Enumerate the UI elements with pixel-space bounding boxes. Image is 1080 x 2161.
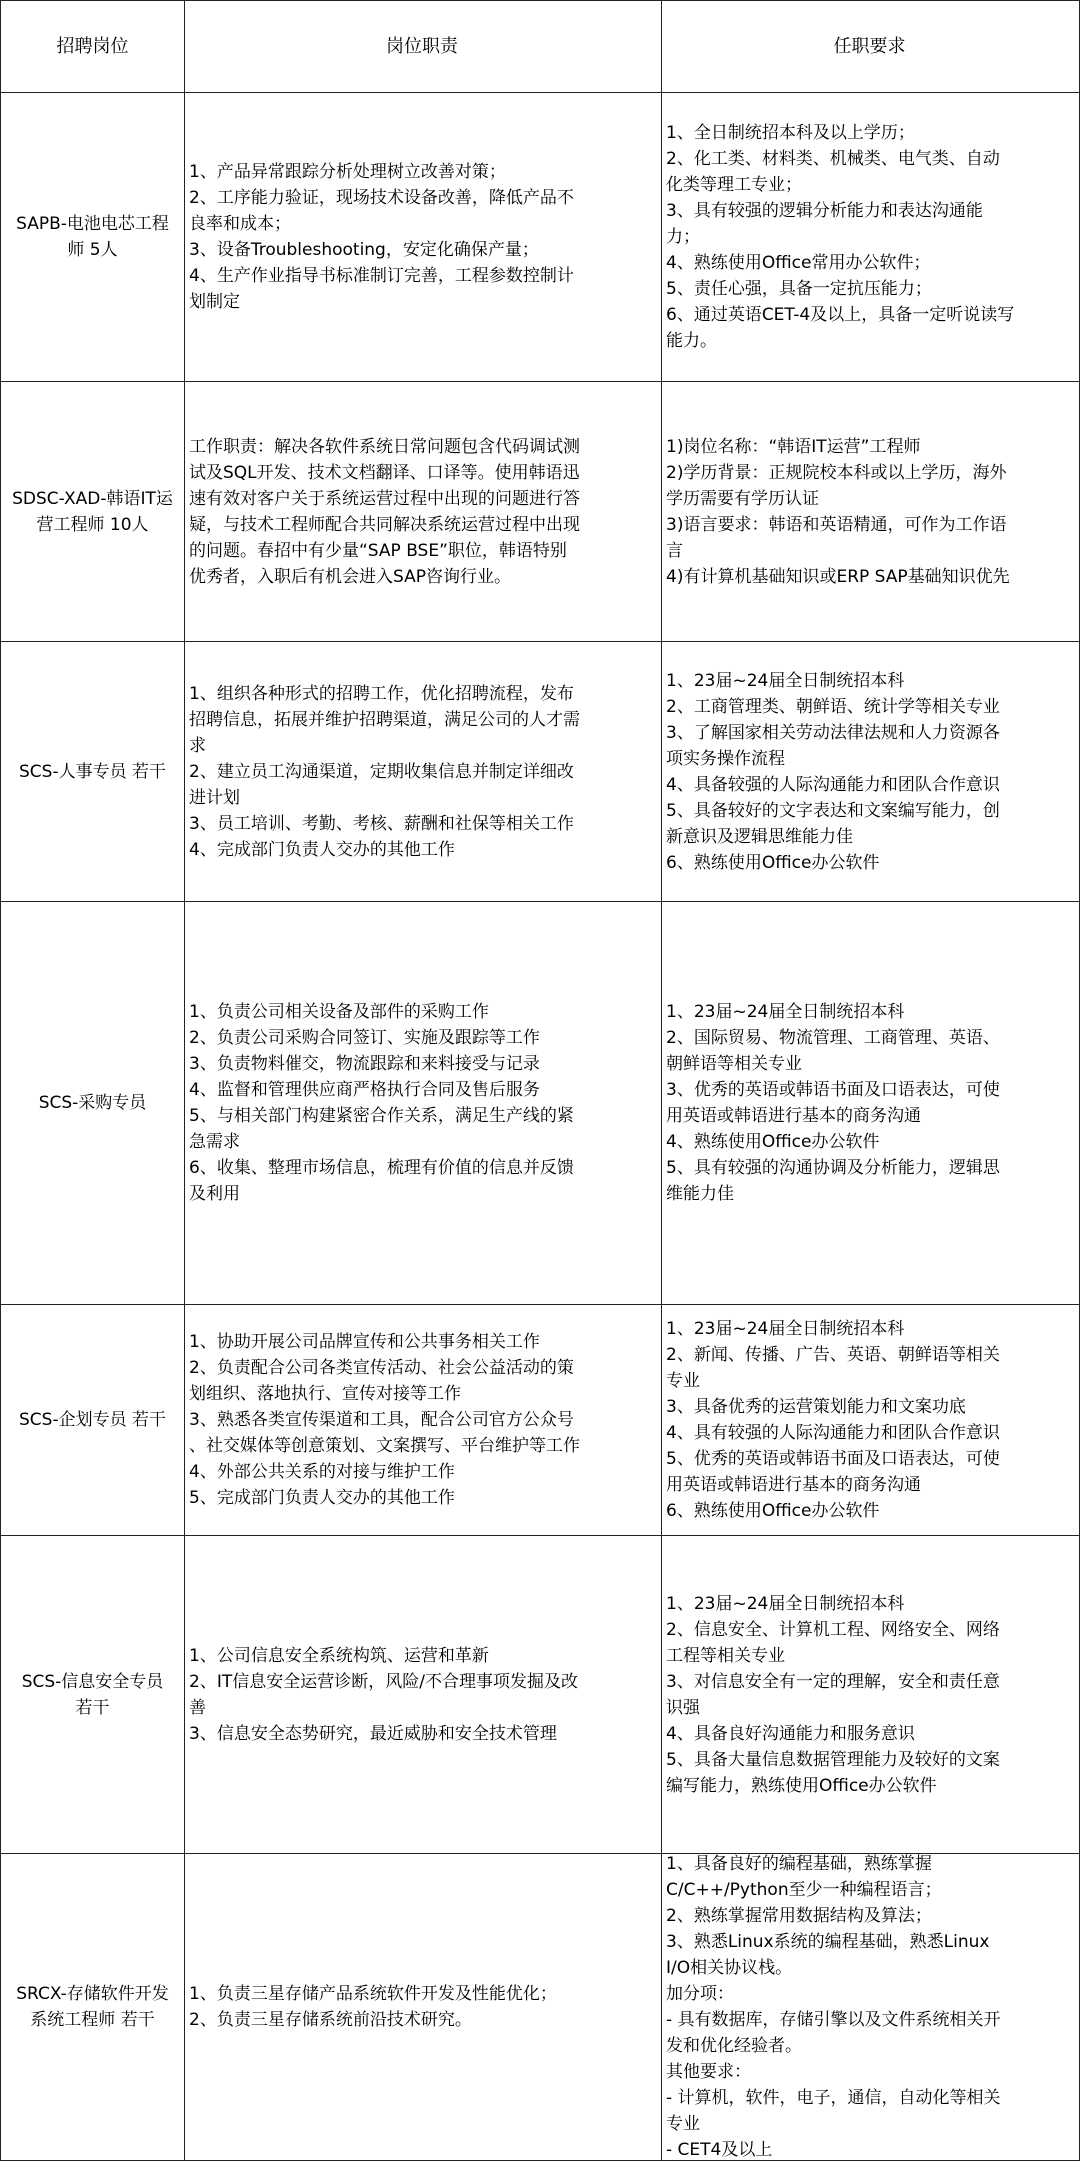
requirement-line: 言	[666, 540, 683, 561]
requirement-line: 2)学历背景：正规院校本科或以上学历，海外	[666, 462, 1007, 483]
position-line: 营工程师 10人	[36, 514, 149, 535]
requirement-line: 1、23届~24届全日制统招本科	[666, 1593, 905, 1614]
position-line: SDSC-XAD-韩语IT运	[12, 488, 173, 509]
duty-line: 4、监督和管理供应商严格执行合同及售后服务	[189, 1080, 540, 1100]
requirement-line: 2、工商管理类、朝鲜语、统计学等相关专业	[666, 696, 1000, 717]
row-5-duties	[185, 1305, 662, 1536]
position-line: 系统工程师 若干	[30, 2010, 155, 2030]
row-7-position	[0, 1854, 185, 2161]
requirement-line: 4、熟练使用Office常用办公软件；	[666, 253, 931, 273]
row-2-position	[0, 382, 185, 642]
header-position	[0, 0, 185, 93]
requirement-line: 2、熟练掌握常用数据结构及算法；	[666, 1906, 932, 1926]
duty-line: 6、收集、整理市场信息，梳理有价值的信息并反馈	[189, 1158, 574, 1178]
row-3-duties	[185, 642, 662, 902]
requirement-line: 3、对信息安全有一定的理解，安全和责任意	[666, 1671, 1000, 1692]
row-7-requirements	[662, 1854, 1080, 2161]
requirement-line: 2、信息安全、计算机工程、网络安全、网络	[666, 1619, 1000, 1640]
duty-line: 2、IT信息安全运营诊断，风险/不合理事项发掘及改	[189, 1671, 578, 1692]
position-line: SAPB-电池电芯工程	[16, 214, 169, 234]
duty-line: 招聘信息，拓展并维护招聘渠道，满足公司的人才需	[189, 709, 580, 730]
duty-line: 1、协助开展公司品牌宣传和公共事务相关工作	[189, 1332, 540, 1352]
requirement-line: 5、具备较好的文字表达和文案编写能力，创	[666, 800, 1000, 821]
duty-line: 疑，与技术工程师配合共同解决系统运营过程中出现	[189, 514, 580, 535]
requirement-line: 用英语或韩语进行基本的商务沟通	[666, 1475, 921, 1495]
row-5-requirements	[662, 1305, 1080, 1536]
position-line: SCS-企划专员 若干	[19, 1410, 166, 1430]
duty-line: 划制定	[189, 292, 240, 312]
duty-line: 1、产品异常跟踪分析处理树立改善对策；	[189, 162, 506, 182]
duty-line: 划组织、落地执行、宣传对接等工作	[189, 1384, 461, 1404]
row-4-requirements	[662, 902, 1080, 1305]
requirement-line: 3、具有较强的逻辑分析能力和表达沟通能	[666, 201, 983, 221]
requirement-line: 1、全日制统招本科及以上学历；	[666, 123, 915, 143]
row-3-position	[0, 642, 185, 902]
position-line: SCS-信息安全专员	[21, 1671, 164, 1692]
position-line: SCS-采购专员	[38, 1093, 147, 1113]
duty-line: 速有效对客户关于系统运营过程中出现的问题进行答	[189, 488, 580, 509]
duty-line: 4、外部公共关系的对接与维护工作	[189, 1462, 455, 1482]
requirement-line: 3、熟悉Linux系统的编程基础，熟悉Linux	[666, 1932, 990, 1952]
requirement-line: 1、23届~24届全日制统招本科	[666, 1319, 905, 1339]
requirement-line: 2、化工类、材料类、机械类、电气类、自动	[666, 149, 1000, 169]
requirement-line: 6、通过英语CET-4及以上，具备一定听说读写	[666, 305, 1015, 325]
requirement-line: C/C++/Python至少一种编程语言；	[666, 1880, 942, 1900]
requirement-line: - 具有数据库，存储引擎以及文件系统相关开	[666, 2010, 1001, 2030]
requirement-line: 编写能力，熟练使用Office办公软件	[666, 1775, 937, 1796]
duty-line: 3、负责物料催交，物流跟踪和来料接受与记录	[189, 1054, 540, 1074]
requirement-line: 3、具备优秀的运营策划能力和文案功底	[666, 1397, 966, 1417]
duty-line: 2、工序能力验证，现场技术设备改善，降低产品不	[189, 188, 574, 208]
duty-line: 1、组织各种形式的招聘工作，优化招聘流程，发布	[189, 683, 574, 704]
header-requirements-label: 任职要求	[833, 35, 906, 57]
requirement-line: 3、了解国家相关劳动法律法规和人力资源各	[666, 722, 1000, 743]
requirement-line: 4、熟练使用Office办公软件	[666, 1132, 880, 1152]
requirement-line: 加分项：	[666, 1984, 734, 2004]
requirement-line: 识强	[666, 1697, 700, 1718]
duty-line: 、社交媒体等创意策划、文案撰写、平台维护等工作	[189, 1436, 580, 1456]
requirement-line: 1、23届~24届全日制统招本科	[666, 670, 905, 691]
duty-line: 及利用	[189, 1184, 240, 1204]
requirement-line: 6、熟练使用Office办公软件	[666, 1501, 880, 1521]
requirement-line: - CET4及以上	[666, 2140, 773, 2160]
header-duties-label: 岗位职责	[386, 35, 458, 57]
requirement-line: 5、具备大量信息数据管理能力及较好的文案	[666, 1749, 1000, 1770]
requirement-line: 4)有计算机基础知识或ERP SAP基础知识优先	[666, 566, 1010, 587]
duty-line: 求	[189, 735, 206, 756]
requirement-line: 5、优秀的英语或韩语书面及口语表达，可使	[666, 1449, 1000, 1469]
requirement-line: 发和优化经验者。	[666, 2036, 802, 2056]
duty-line: 4、完成部门负责人交办的其他工作	[189, 839, 455, 860]
requirement-line: 3、优秀的英语或韩语书面及口语表达，可使	[666, 1080, 1000, 1100]
position-line: SRCX-存储软件开发	[16, 1984, 169, 2004]
requirement-line: 用英语或韩语进行基本的商务沟通	[666, 1106, 921, 1126]
requirement-line: 2、国际贸易、物流管理、工商管理、英语、	[666, 1028, 1000, 1048]
requirement-line: I/O相关协议栈。	[666, 1958, 793, 1978]
requirement-line: 1)岗位名称：“韩语IT运营”工程师	[666, 436, 921, 457]
duty-line: 工作职责：解决各软件系统日常问题包含代码调试测	[189, 436, 580, 457]
duty-line: 3、信息安全态势研究，最近威胁和安全技术管理	[189, 1723, 557, 1744]
duty-line: 1、负责公司相关设备及部件的采购工作	[189, 1002, 489, 1022]
row-6-position	[0, 1536, 185, 1854]
requirement-line: 维能力佳	[666, 1184, 734, 1204]
requirement-line: 项实务操作流程	[666, 748, 785, 769]
duty-line: 3、熟悉各类宣传渠道和工具，配合公司官方公众号	[189, 1410, 574, 1430]
row-3-requirements	[662, 642, 1080, 902]
row-1-duties	[185, 93, 662, 382]
row-7-duties	[185, 1854, 662, 2161]
duty-line: 5、与相关部门构建紧密合作关系，满足生产线的紧	[189, 1106, 574, 1126]
row-2-requirements	[662, 382, 1080, 642]
row-2-duties	[185, 382, 662, 642]
requirement-line: 专业	[666, 2114, 700, 2134]
duty-line: 急需求	[189, 1132, 240, 1152]
duty-line: 3、设备Troubleshooting，安定化确保产量；	[189, 240, 539, 260]
duty-line: 优秀者，入职后有机会进入SAP咨询行业。	[189, 566, 511, 587]
duty-line: 1、公司信息安全系统构筑、运营和革新	[189, 1645, 489, 1666]
requirement-line: 1、具备良好的编程基础，熟练掌握	[666, 1854, 932, 1874]
requirement-line: 4、具备较强的人际沟通能力和团队合作意识	[666, 774, 1000, 795]
position-line: 若干	[75, 1697, 110, 1718]
duty-line: 5、完成部门负责人交办的其他工作	[189, 1488, 455, 1508]
duty-line: 良率和成本；	[189, 214, 291, 234]
duty-line: 的问题。春招中有少量“SAP BSE”职位，韩语特别	[189, 540, 567, 561]
requirement-line: 新意识及逻辑思维能力佳	[666, 826, 853, 847]
duty-line: 2、负责公司采购合同签订、实施及跟踪等工作	[189, 1028, 540, 1048]
row-1-requirements	[662, 93, 1080, 382]
row-4-position	[0, 902, 185, 1305]
duty-line: 试及SQL开发、技术文档翻译、口译等。使用韩语迅	[189, 462, 580, 483]
requirement-line: 5、责任心强，具备一定抗压能力；	[666, 279, 932, 299]
requirement-line: 学历需要有学历认证	[666, 488, 819, 509]
duty-line: 进计划	[189, 787, 240, 808]
duty-line: 4、生产作业指导书标准制订完善，工程参数控制计	[189, 266, 574, 286]
requirement-line: 工程等相关专业	[666, 1645, 785, 1666]
duty-line: 2、负责配合公司各类宣传活动、社会公益活动的策	[189, 1358, 574, 1378]
requirement-line: 其他要求：	[666, 2062, 751, 2082]
header-position-label: 招聘岗位	[56, 35, 129, 57]
requirement-line: 力；	[666, 227, 700, 247]
requirement-line: 化类等理工专业；	[666, 175, 802, 195]
row-4-duties	[185, 902, 662, 1305]
requirement-line: 能力。	[666, 331, 717, 351]
duty-line: 3、员工培训、考勤、考核、薪酬和社保等相关工作	[189, 813, 574, 834]
row-6-requirements	[662, 1536, 1080, 1854]
position-line: 师 5人	[67, 240, 118, 260]
requirement-line: 朝鲜语等相关专业	[666, 1054, 802, 1074]
duty-line: 善	[189, 1697, 206, 1718]
position-line: SCS-人事专员 若干	[19, 761, 166, 782]
row-5-position	[0, 1305, 185, 1536]
requirement-line: 5、具有较强的沟通协调及分析能力，逻辑思	[666, 1158, 1000, 1178]
requirement-line: 4、具有较强的人际沟通能力和团队合作意识	[666, 1423, 1000, 1443]
requirement-line: 1、23届~24届全日制统招本科	[666, 1002, 905, 1022]
header-requirements	[662, 0, 1080, 93]
row-6-duties	[185, 1536, 662, 1854]
requirement-line: 6、熟练使用Office办公软件	[666, 852, 880, 873]
row-1-position	[0, 93, 185, 382]
requirement-line: - 计算机，软件，电子，通信，自动化等相关	[666, 2088, 1001, 2108]
duty-line: 2、负责三星存储系统前沿技术研究。	[189, 2010, 472, 2030]
requirement-line: 4、具备良好沟通能力和服务意识	[666, 1723, 915, 1744]
requirement-line: 2、新闻、传播、广告、英语、朝鲜语等相关	[666, 1345, 1000, 1365]
requirement-line: 专业	[666, 1371, 700, 1391]
duty-line: 2、建立员工沟通渠道，定期收集信息并制定详细改	[189, 761, 574, 782]
requirement-line: 3)语言要求：韩语和英语精通，可作为工作语	[666, 514, 1007, 535]
duty-line: 1、负责三星存储产品系统软件开发及性能优化；	[189, 1984, 557, 2004]
header-duties	[185, 0, 662, 93]
